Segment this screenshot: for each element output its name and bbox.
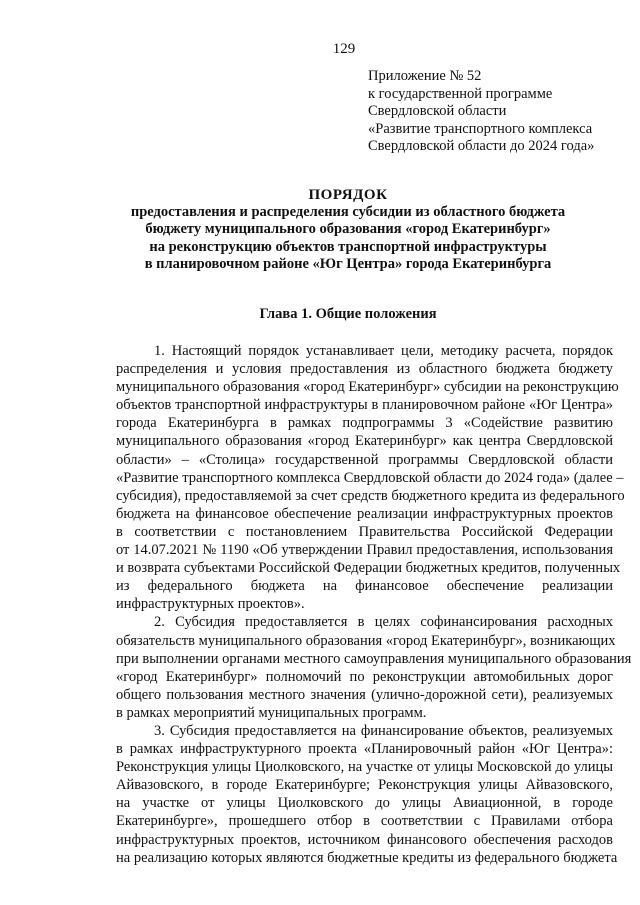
paragraph-3 bbox=[78, 722, 618, 867]
paragraph-1 bbox=[78, 342, 625, 613]
text-line: на реализацию которых являются бюджетные кредиты из федерального бюджета bbox=[116, 849, 618, 866]
title-subtitle-line: в планировочном районе «Юг Центра» города Екатеринбурга bbox=[144, 255, 552, 272]
paragraph-2 bbox=[78, 613, 632, 722]
text-line: 1. Настоящий порядок устанавливает цели, методику расчета, порядок bbox=[154, 343, 613, 359]
text-line: в рамках мероприятий муниципальных программ. bbox=[116, 704, 427, 721]
appendix-line: Свердловской области bbox=[368, 103, 507, 120]
text-line: «город Екатеринбург» полномочий по реконструкции автомобильных дорог bbox=[116, 668, 613, 685]
appendix-header bbox=[368, 68, 628, 156]
text-line: муниципального образования «город Екатеринбург» субсидии на реконструкцию bbox=[116, 379, 619, 396]
text-line: от 14.07.2021 № 1190 «Об утверждении Правил предоставления, использования bbox=[116, 542, 613, 559]
appendix-line: Приложение № 52 bbox=[368, 68, 482, 84]
text-line: инфраструктурных проектов». bbox=[116, 596, 305, 613]
title-subtitle-line: на реконструкцию объектов транспортной инфраструктуры bbox=[149, 238, 547, 255]
text-line: и возврата субъектами Российской Федерации бюджетных кредитов, полученных bbox=[116, 560, 621, 577]
text-line: «Развитие транспортного комплекса Свердловской области до 2024 года» (далее – bbox=[116, 469, 624, 486]
title-heading: ПОРЯДОК bbox=[308, 187, 388, 203]
text-line: субсидия), предоставляемой за счет средств бюджетного кредита из федерального bbox=[116, 487, 625, 504]
document-title bbox=[78, 187, 618, 273]
text-line: объектов транспортной инфраструктуры в планировочном районе «Юг Центра» bbox=[116, 397, 613, 414]
text-line: Айвазовского, в городе Екатеринбурге; Реконструкция улицы Айвазовского, bbox=[116, 777, 613, 794]
text-line: обязательств муниципального образования «город Екатеринбург», возникающих bbox=[116, 632, 616, 649]
text-line: Реконструкция улицы Циолковского, на участке от улицы Московской до улицы bbox=[116, 759, 613, 776]
title-subtitle-line: предоставления и распределения субсидии из областного бюджета bbox=[130, 204, 566, 221]
text-line: города Екатеринбурга в рамках подпрограммы 3 «Содействие развитию bbox=[116, 415, 613, 432]
chapter-title: Глава 1. Общие положения bbox=[259, 306, 437, 322]
text-line: Екатеринбурге», прошедшего отбор в соответствии с Правилами отбора bbox=[116, 813, 613, 830]
text-line: общего пользования местного значения (улично-дорожной сети), реализуемых bbox=[116, 686, 613, 703]
text-line: в соответствии с постановлением Правительства Российской Федерации bbox=[116, 523, 613, 540]
appendix-line: «Развитие транспортного комплекса bbox=[368, 120, 593, 137]
text-line: в рамках инфраструктурного проекта «Планировочный район «Юг Центра»: bbox=[116, 741, 613, 758]
text-line: области» – «Столица» государственной программы Свердловской области bbox=[116, 451, 613, 468]
text-line: инфраструктурных проектов, источником финансового обеспечения расходов bbox=[116, 831, 613, 848]
text-line: муниципального образования «город Екатеринбург» как центра Свердловской bbox=[116, 433, 613, 450]
text-line: 2. Субсидия предоставляется в целях софинансирования расходных bbox=[154, 614, 613, 631]
title-subtitle-line: бюджету муниципального образования «город Екатеринбург» bbox=[145, 221, 551, 238]
text-line: при выполнении органами местного самоуправления муниципального образования bbox=[116, 650, 632, 667]
text-line: 3. Субсидия предоставляется на финансирование объектов, реализуемых bbox=[154, 722, 613, 739]
text-line: бюджета на финансовое обеспечение реализации инфраструктурных проектов bbox=[116, 505, 613, 522]
page-number: 129 bbox=[332, 41, 356, 57]
text-line: из федерального бюджета на финансовое обеспечение реализации bbox=[116, 578, 613, 595]
appendix-line: к государственной программе bbox=[368, 85, 553, 102]
appendix-line: Свердловской области до 2024 года» bbox=[368, 138, 595, 155]
document-body bbox=[78, 342, 632, 867]
text-line: на участке от улицы Циолковского до улицы Авиационной, в городе bbox=[116, 795, 613, 812]
text-line: распределения и условия предоставления из областного бюджета бюджету bbox=[116, 361, 613, 378]
